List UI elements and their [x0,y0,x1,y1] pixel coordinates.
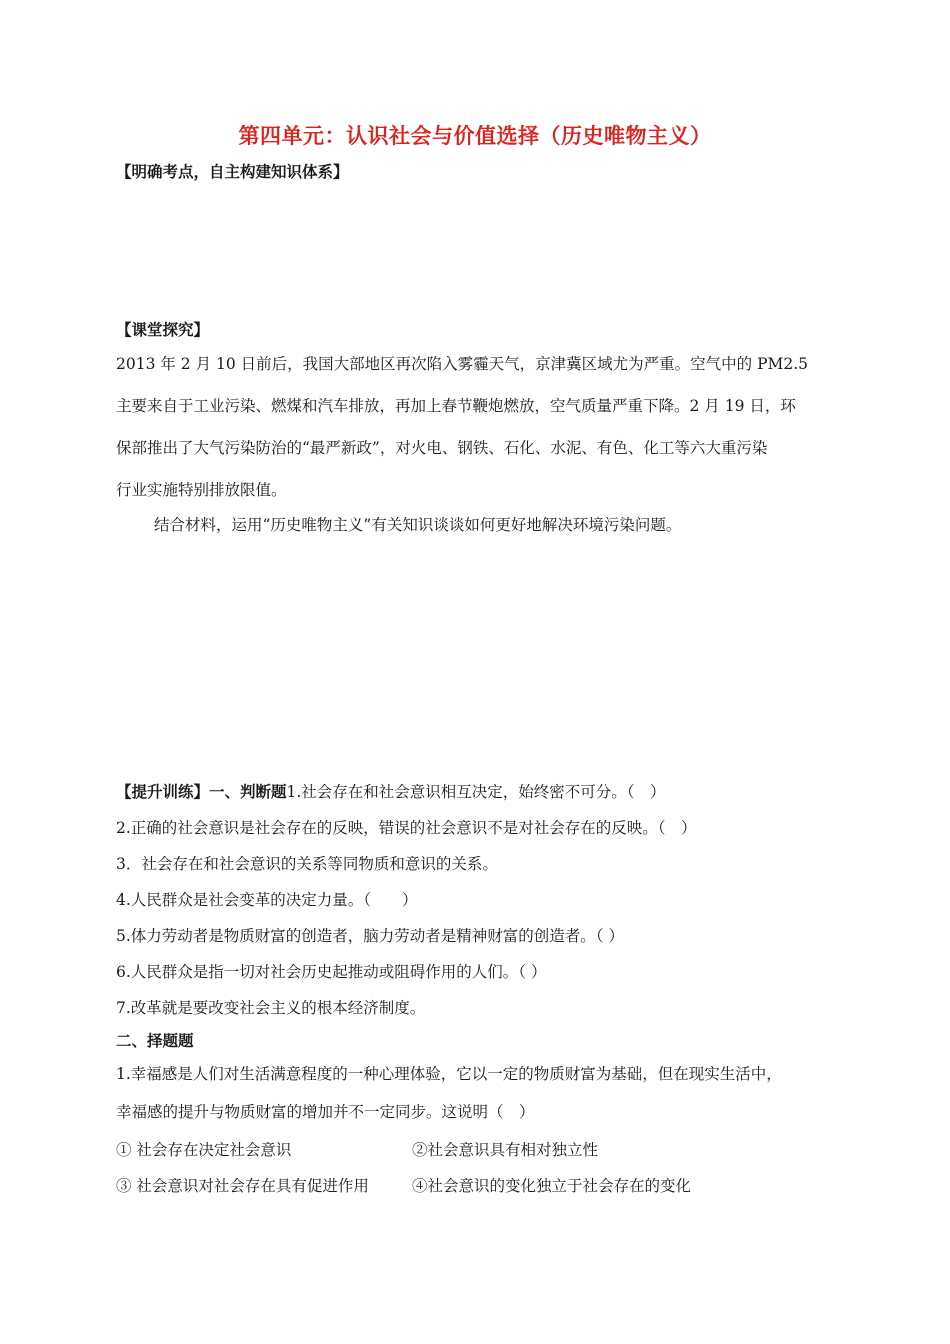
judgment-item: 3．社会存在和社会意识的关系等同物质和意识的关系。 [116,855,498,873]
material-line: 保部推出了大气污染防治的“最严新政”，对火电、钢铁、石化、水泥、有色、化工等六大重污染 [116,439,768,457]
judgment-item: 6.人民群众是指一切对社会历史起推动或阻碍作用的人们。（ ） [116,963,547,981]
section-heading-inquiry: 【课堂探究】 [116,321,210,339]
choice-option: ① 社会存在决定社会意识 [116,1141,292,1159]
choice-question-line: 1.幸福感是人们对生活满意程度的一种心理体验，它以一定的物质财富为基础，但在现实生活中， [116,1065,782,1083]
material-line: 主要来自于工业污染、燃煤和汽车排放，再加上春节鞭炮燃放，空气质量严重下降。2 月 19 日，环 [116,397,796,415]
choice-question-line: 幸福感的提升与物质财富的增加并不一定同步。这说明（ ） [116,1103,535,1121]
training-first-row [116,780,666,802]
choice-option: ②社会意识具有相对独立性 [412,1141,599,1159]
choice-option: ④社会意识的变化独立于社会存在的变化 [412,1177,692,1195]
choice-option: ③ 社会意识对社会存在具有促进作用 [116,1177,369,1195]
inquiry-question: 结合材料，运用“历史唯物主义”有关知识谈谈如何更好地解决环境污染问题。 [154,516,682,534]
judgment-item: 1.社会存在和社会意识相互决定，始终密不可分。（ ） [286,783,666,801]
material-line: 行业实施特别排放限值。 [116,481,287,499]
choice-heading: 二、择题题 [116,1032,194,1050]
page-title: 第四单元：认识社会与价值选择（历史唯物主义） [238,124,712,148]
judgment-item: 7.改革就是要改变社会主义的根本经济制度。 [116,999,426,1017]
section-heading-knowledge: 【明确考点，自主构建知识体系】 [116,163,349,181]
judgment-item: 2.正确的社会意识是社会存在的反映，错误的社会意识不是对社会存在的反映。（ ） [116,819,697,837]
training-heading: 【提升训练】一、判断题 [116,783,287,801]
judgment-item: 4.人民群众是社会变革的决定力量。（ ） [116,891,418,909]
material-line: 2013 年 2 月 10 日前后，我国大部地区再次陷入雾霾天气，京津冀区域尤为严重。空气中的 PM2.5 [116,355,809,373]
judgment-item: 5.体力劳动者是物质财富的创造者，脑力劳动者是精神财富的创造者。（ ） [116,927,624,945]
